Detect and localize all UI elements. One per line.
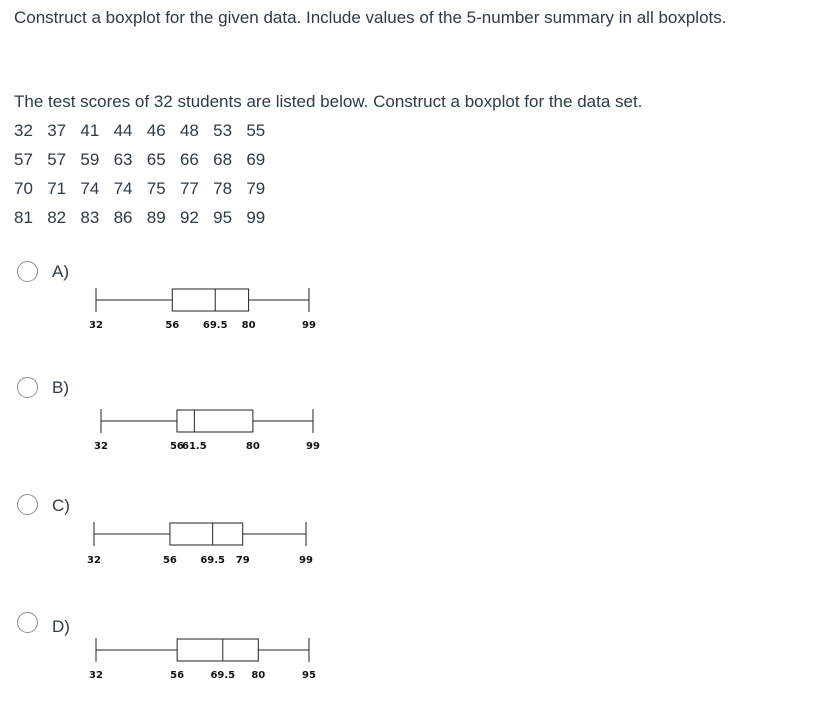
tick-label-q3: 80	[251, 670, 266, 681]
data-value: 74	[80, 178, 100, 198]
tick-label-q3: 80	[245, 441, 260, 452]
data-value: 65	[146, 149, 166, 169]
boxplot-d	[0, 602, 838, 722]
tick-label-median: 69.5	[202, 320, 228, 331]
option-label: C)	[52, 496, 70, 515]
option-c[interactable]	[0, 486, 838, 606]
data-value: 92	[179, 207, 199, 227]
data-value: 70	[14, 178, 33, 198]
tick-label-q1: 56	[165, 320, 180, 331]
tick-label-q1: 56	[169, 441, 184, 452]
tick-label-q3: 79	[235, 555, 250, 566]
option-label: A)	[52, 262, 69, 281]
data-value: 74	[113, 178, 133, 198]
tick-label-min: 32	[89, 670, 103, 681]
data-value: 95	[213, 207, 233, 227]
data-value: 77	[179, 178, 199, 198]
tick-label-min: 32	[94, 441, 108, 452]
data-value: 57	[14, 149, 33, 169]
data-value: 83	[80, 207, 100, 227]
data-value: 44	[113, 120, 133, 140]
option-d[interactable]	[0, 602, 838, 722]
iqr-box	[170, 523, 243, 545]
data-value: 81	[14, 207, 33, 227]
boxplot-c	[0, 486, 838, 606]
data-value: 75	[146, 178, 166, 198]
data-value: 66	[179, 149, 199, 169]
data-value: 63	[113, 149, 133, 169]
option-label: D)	[52, 617, 70, 636]
data-row	[14, 203, 280, 232]
tick-label-min: 32	[89, 320, 103, 331]
tick-label-max: 99	[302, 320, 316, 331]
tick-label-median: 69.5	[210, 670, 236, 681]
data-value: 53	[213, 120, 233, 140]
tick-label-q1: 56	[170, 670, 185, 681]
tick-label-max: 95	[302, 670, 316, 681]
data-value: 59	[80, 149, 100, 169]
data-row	[14, 116, 280, 145]
tick-label-min: 32	[87, 555, 101, 566]
question-text: The test scores of 32 students are listed below. Construct a boxplot for the data set.	[14, 92, 643, 111]
data-value: 32	[14, 120, 33, 140]
data-value: 78	[213, 178, 233, 198]
data-row	[14, 145, 280, 174]
data-value: 37	[47, 120, 67, 140]
tick-label-max: 99	[306, 441, 320, 452]
tick-label-median: 69.5	[200, 555, 226, 566]
option-label: B)	[52, 378, 69, 397]
iqr-box	[177, 410, 253, 432]
tick-label-median: 61.5	[181, 441, 207, 452]
data-value: 86	[113, 207, 133, 227]
iqr-box	[172, 289, 248, 311]
boxplot-a	[0, 250, 838, 370]
prompt-text: Construct a boxplot for the given data. Include values of the 5-number summary in all boxplots.	[14, 8, 727, 27]
data-value: 69	[246, 149, 266, 169]
data-value: 46	[146, 120, 166, 140]
data-value: 99	[246, 207, 266, 227]
tick-label-max: 99	[299, 555, 313, 566]
data-value: 68	[213, 149, 233, 169]
data-row	[14, 174, 280, 203]
boxplot-b	[0, 370, 838, 490]
data-value: 57	[47, 149, 67, 169]
data-value: 71	[47, 178, 67, 198]
option-a[interactable]	[0, 250, 838, 370]
data-value: 79	[246, 178, 266, 198]
data-value: 41	[80, 120, 100, 140]
option-b[interactable]	[0, 370, 838, 490]
data-table	[14, 116, 280, 232]
tick-label-q3: 80	[241, 320, 256, 331]
data-value: 48	[179, 120, 199, 140]
tick-label-q1: 56	[162, 555, 177, 566]
data-value: 89	[146, 207, 166, 227]
iqr-box	[177, 639, 258, 661]
data-value: 82	[47, 207, 67, 227]
data-value: 55	[246, 120, 266, 140]
